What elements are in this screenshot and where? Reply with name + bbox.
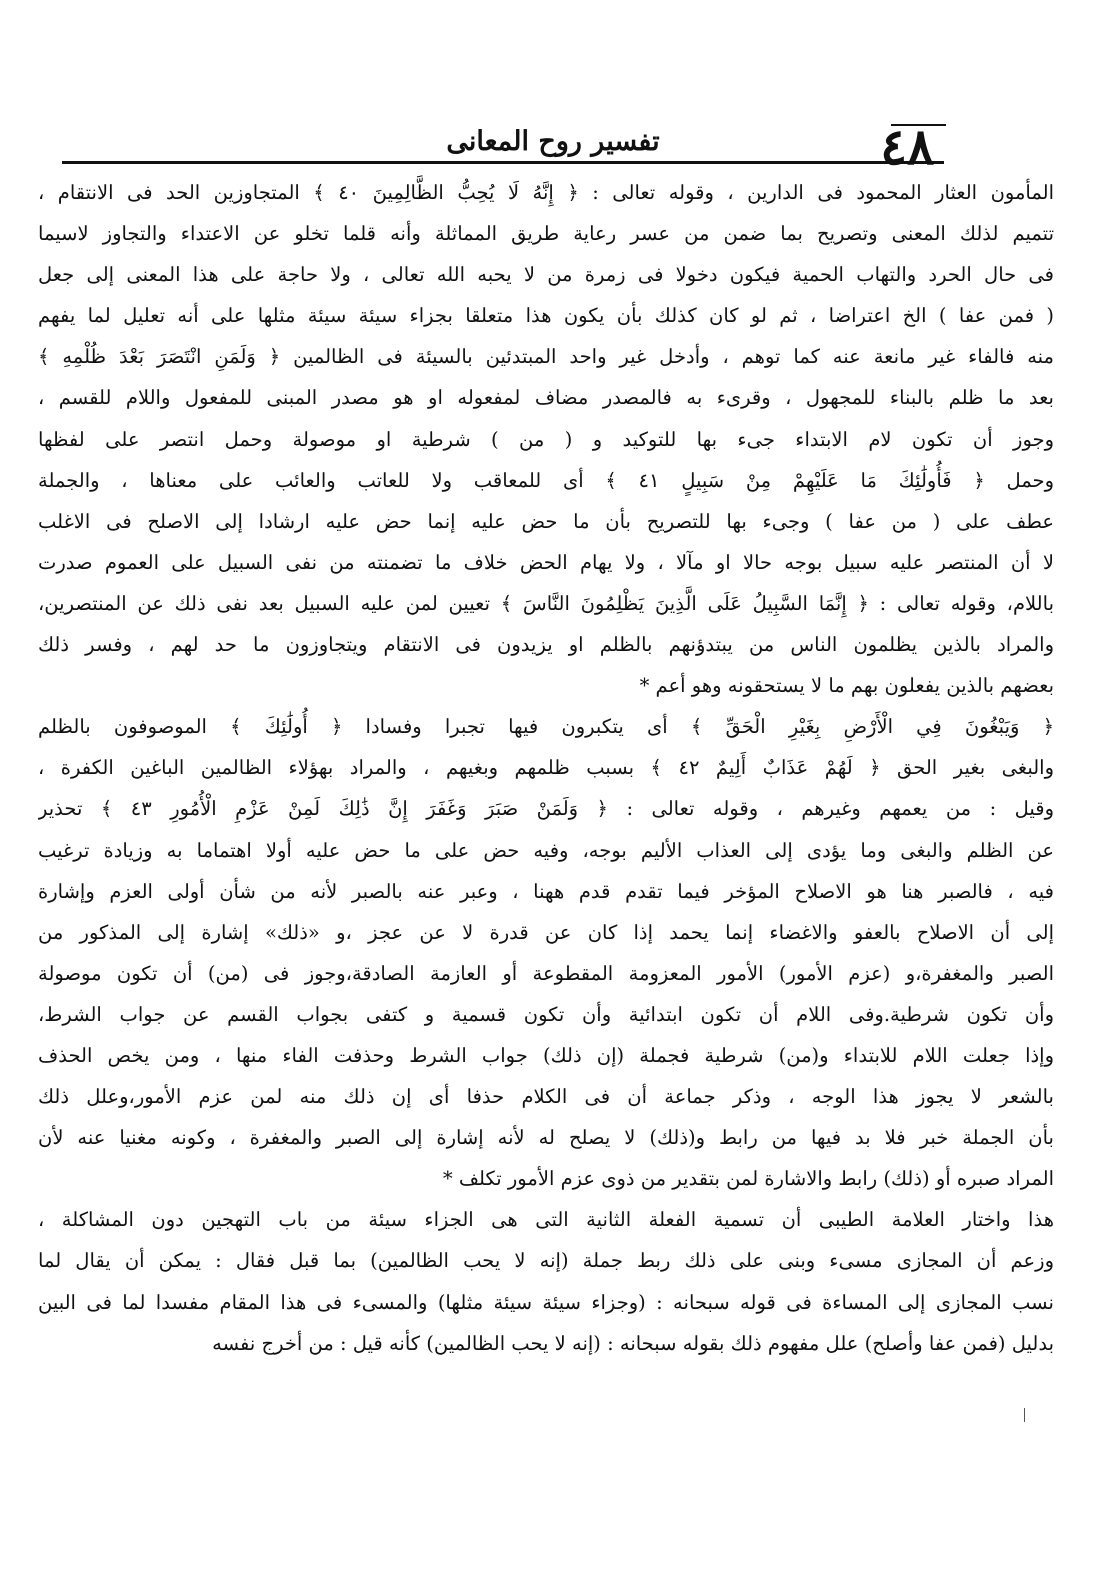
text-line: عطف على ( من عفا ) وجىء بها للتصريح بأن ما حض عليه إنما حض عليه ارشادا إلى الاصلح فى الاغلب — [38, 509, 1054, 533]
text-line: وحمل ﴿ فَأُولَٰئِكَ مَا عَلَيْهِمْ مِنْ سَبِيلٍ ٤١ ﴾ أى للمعاقب ولا للعاتب والعائب على معناها ، والجملة — [38, 468, 1054, 492]
text-line: تتميم لذلك المعنى وتصريح بما ضمن من عسر رعاية طريق المماثلة وأنه قلما تخلو عن الاعتداء والتجاوز لاسيما — [38, 222, 1054, 246]
text-line: بعضهم بالذين يفعلون بهم ما لا يستحقونه وهو أعم * — [639, 674, 1054, 698]
text-line: لا أن المنتصر عليه سبيل بوجه حالا او مآلا ، ولا يهام الحض خلاف ما تضمنته من نفى السبيل على العموم صدرت — [38, 550, 1054, 574]
text-line: وأن تكون شرطية.وفى اللام أن تكون ابتدائية وأن تكون قسمية و كتفى بجواب القسم عن جواب الشرط، — [38, 1002, 1054, 1026]
text-line: والمراد بالذين يظلمون الناس من يبتدؤنهم بالظلم او يزيدون فى الانتقام ويتجاوزون ما حد لهم ، وفسر ذلك — [38, 633, 1054, 657]
text-line: بالشعر لا يجوز هذا الوجه ، وذكر جماعة أن فى الكلام حذفا أى إن ذلك منه لمن عزم الأمور،وعلل ذلك — [38, 1085, 1054, 1109]
text-line: هذا واختار العلامة الطيبى أن تسمية الفعلة الثانية التى هى الجزاء سيئة من باب التهجين دون المشاكلة ، — [38, 1208, 1054, 1232]
text-line: الصبر والمغفرة،و (عزم الأمور) الأمور المعزومة المقطوعة أو العازمة الصادقة،وجوز فى (من) أن تكون موصولة — [38, 961, 1054, 985]
text-line: وجوز أن تكون لام الابتداء جىء بها للتوكيد و ( من ) شرطية او موصولة وحمل انتصر على لفظها — [38, 427, 1054, 451]
body-text — [38, 172, 1054, 1364]
text-line: باللام، وقوله تعالى : ﴿ إِنَّمَا السَّبِيلُ عَلَى الَّذِينَ يَظْلِمُونَ النَّاسَ ﴾ تعيين لمن عليه السبيل بعد نفى ذلك عن المنتصرين، — [38, 591, 1054, 615]
text-line: إلى أن الاصلاح بالعفو والاغضاء إنما يحمد إذا كان عن قدرة لا عن عجز ،و «ذلك» إشارة إلى المذكور من — [38, 920, 1054, 944]
text-line: فى حال الحرد والتهاب الحمية فيكون دخولا فى زمرة من لا يحبه الله تعالى ، ولا حاجة على هذا المعنى إلى جعل — [38, 263, 1054, 287]
text-line: المأمون العثار المحمود فى الدارين ، وقوله تعالى : ﴿ إِنَّهُ لَا يُحِبُّ الظَّالِمِينَ ٤٠ ﴾ المتجاوزين الحد فى الانتقام ، — [38, 181, 1054, 204]
text-line: منه فالفاء غير مانعة عنه كما توهم ، وأدخل غير واحد المبتدئين بالسيئة فى الظالمين ﴿ وَلَمَنِ انْتَصَرَ بَعْدَ ظُلْمِهِ ﴾ — [38, 345, 1054, 369]
text-line: وقيل : من يعمهم وغيرهم ، وقوله تعالى : ﴿ وَلَمَنْ صَبَرَ وَغَفَرَ إِنَّ ذَٰلِكَ لَمِنْ عَزْمِ الْأُمُورِ ٤٣ ﴾ تحذير — [38, 797, 1054, 821]
text-line: المراد صبره أو (ذلك) رابط والاشارة لمن بتقدير من ذوى عزم الأمور تكلف * — [442, 1167, 1054, 1191]
text-line: وزعم أن المجازى مسىء وبنى على ذلك ربط جملة (إنه لا يحب الظالمين) بما قبل فقال : يمكن أن يقال لما — [38, 1249, 1054, 1273]
text-line: فيه ، فالصبر هنا هو الاصلاح المؤخر فيما تقدم قدم ههنا ، وعبر عنه بالصبر لأنه من شأن أولى العزم وإشارة — [38, 879, 1054, 903]
text-line: نسب المجازى إلى المساءة فى قوله سبحانه : (وجزاء سيئة سيئة مثلها) والمسىء فى هذا المقام مفسدا لما فى البين — [38, 1290, 1054, 1314]
text-line: بأن الجملة خبر فلا بد فيها من رابط و(ذلك) لا يصلح له لأنه إشارة إلى الصبر والمغفرة ، وكونه مغنيا عنه لأن — [38, 1126, 1054, 1150]
text-line: ﴿ وَيَبْغُونَ فِي الْأَرْضِ بِغَيْرِ الْحَقِّ ﴾ أى يتكبرون فيها تجبرا وفسادا ﴿ أُولَٰئِكَ ﴾ الموصوفون بالظلم — [38, 715, 1054, 739]
book-title: تفسير روح المعانى — [446, 126, 660, 157]
text-line: بدليل (فمن عفا وأصلح) علل مفهوم ذلك بقوله سبحانه : (إنه لا يحب الظالمين) كأنه قيل : من أخرج نفسه — [212, 1331, 1054, 1355]
page-number: ٤٨ — [880, 117, 934, 176]
margin-mark — [1024, 1408, 1025, 1422]
text-line: ( فمن عفا ) الخ اعتراضا ، ثم لو كان كذلك بأن يكون هذا متعلقا بجزاء سيئة سيئة مثلها على أنه تعليل لما يفهم — [38, 304, 1054, 328]
text-line: وإذا جعلت اللام للابتداء و(من) شرطية فجملة (إن ذلك) جواب الشرط وحذفت الفاء منها ، ومن يخص الحذف — [38, 1043, 1054, 1067]
text-line: عن الظلم والبغى وما يؤدى إلى العذاب الأليم بوجه، وفيه حض على ما حض عليه أولا اهتماما به وزيادة ترغيب — [38, 838, 1054, 862]
text-line: والبغى بغير الحق ﴿ لَهُمْ عَذَابٌ أَلِيمٌ ٤٢ ﴾ بسبب ظلمهم وبغيهم ، والمراد بهؤلاء الظالمين الباغين الكفرة ، — [38, 756, 1054, 780]
text-line: بعد ما ظلم بالبناء للمجهول ، وقرىء به فالمصدر مضاف لمفعوله او هو مصدر المبنى للمفعول واللام للقسم ، — [38, 386, 1054, 410]
header-rule — [62, 161, 944, 164]
